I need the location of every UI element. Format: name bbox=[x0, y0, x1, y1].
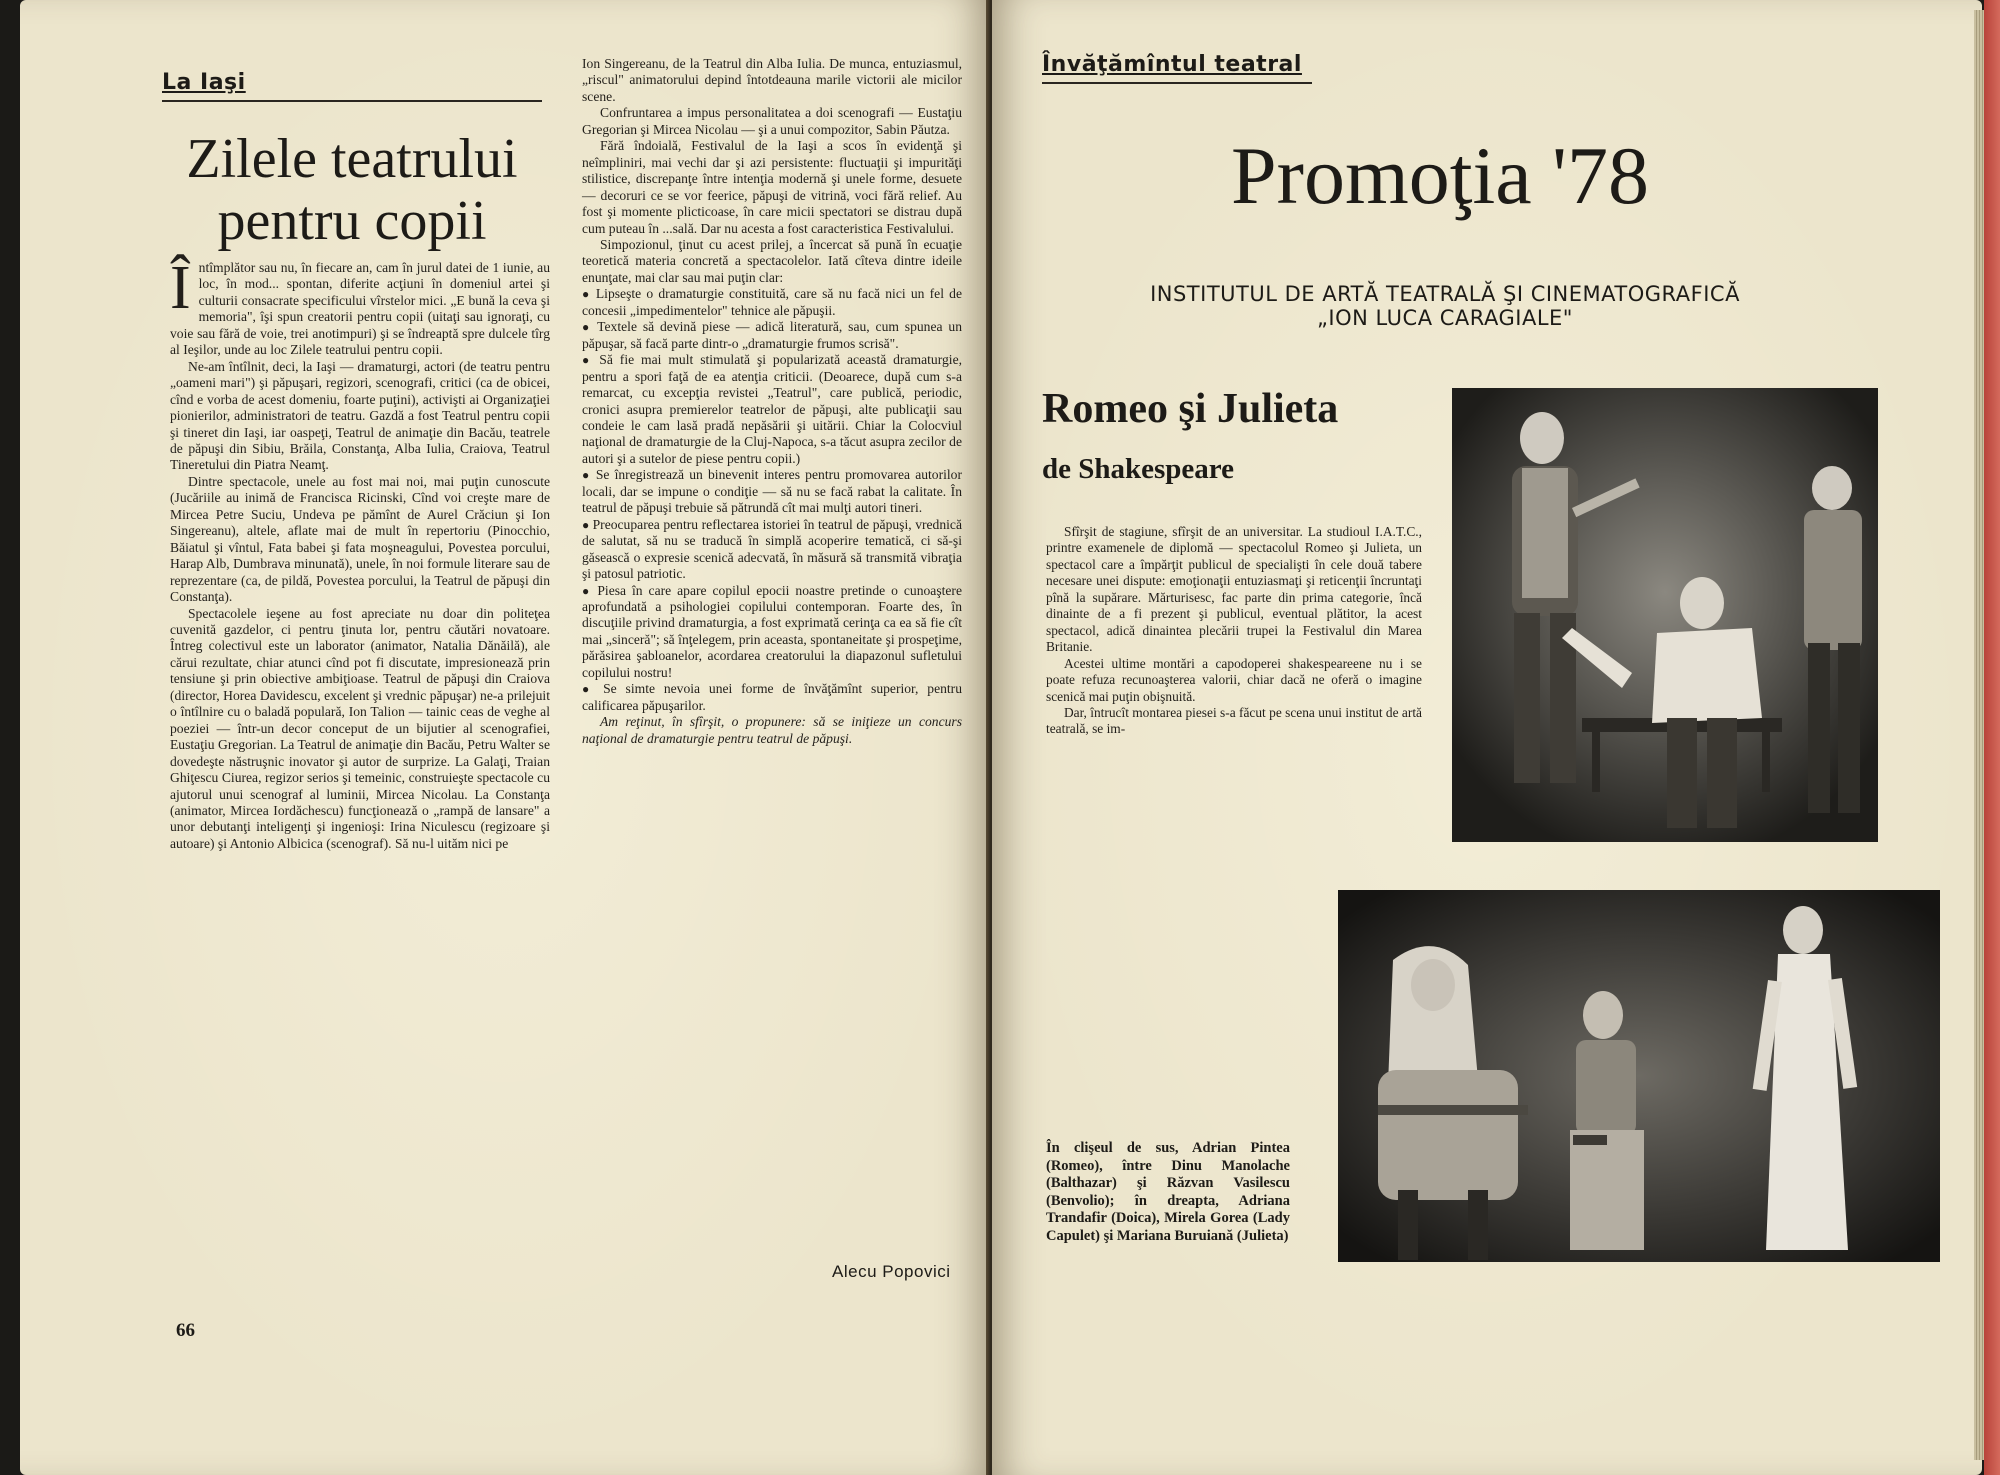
paragraph: Simpozionul, ţinut cu acest prilej, a încercat să pună în ecuaţie teoretică materia concretă a spectacolelor. Iată cîteva dintre ideile enunţate, mai clar sau mai puţin clar: bbox=[582, 236, 962, 285]
photo-julieta-scene bbox=[1338, 890, 1940, 1262]
article-title-line1: Zilele teatrului bbox=[186, 128, 518, 190]
bullet-item: ● Piesa în care apare copilul epocii noastre pretinde o cunoaştere aprofundată a psihologiei copilului contemporan. Foarte des, în discuţiile privind dramaturgia, a fost exprimată cerinţa ca ea să fie cît mai „sinceră"; să înţelegem, prin aceasta, spontaneitate şi prospeţime, părăsirea şabloanelor, acordarea creatorului la diapazonul sufletului copilului nostru! bbox=[582, 583, 962, 682]
header-rule-left bbox=[162, 100, 542, 102]
institute-name-2: „ION LUCA CARAGIALE" bbox=[1317, 306, 1573, 330]
paragraph: Ne-am întîlnit, deci, la Iaşi — dramaturgi, actori (de teatru pentru „oameni mari") şi păpuşari, regizori, scenografi, critici (ca de obicei, cînd e vorba de acest domeniu, foarte puţini), activişti ai Organizaţiei pionierilor, administratori de teatru. Gazdă a fost Teatrul pentru copii şi tineret din Iaşi, iar oaspeţi, Teatrul de animaţie din Bacău, teatrele de păpuşi din Sibiu, Brăila, Constanţa, Alba Iulia, Craiova, Teatrul Tineretului din Piatra Neamţ. bbox=[170, 358, 550, 473]
paragraph: Dar, întrucît montarea piesei s-a făcut pe scena unui institut de artă teatrală, se im- bbox=[1046, 704, 1422, 737]
bullet-item: ● Să fie mai mult stimulată şi popularizată această dramaturgie, pentru a spori faţă de ea atenţia criticii. (Deoarece, după cum s-a remarcat, cu excepţia revistei „Teatrul", care publică, periodic, cronici asupra premierelor teatrelor de păpuşi, alte publicaţii sau condeie le cam lasă pradă nepăsării şi uitării. Chiar la Colocviul naţional de dramaturgie de la Cluj-Napoca, s-a tăcut asupra zecilor de autori şi a sutelor de piese pentru copii.) bbox=[582, 352, 962, 467]
photo-romeo-scene bbox=[1452, 388, 1878, 842]
paragraph: Dintre spectacole, unele au fost mai noi, mai puţin cunoscute (Jucăriile au inimă de Francisca Ricinski, Cînd voi creşte mare de Mircea Petre Suciu, Undeva pe pămînt de Aurel Crăciun şi Ion Singereanu), altele, aflate mai de mult în repertoriu (Pinocchio, Băiatul şi vîntul, Fata babei şi fata moşneagului, Povestea porcului, Harap Alb, Dumbrava minunată), unele, în noi formule literare sau de reprezentare (ca, de pildă, Povestea porcului, la Teatrul de păpuşi din Constanţa). bbox=[170, 473, 550, 605]
section-label-left: La Iaşi bbox=[162, 70, 246, 95]
bullet-item: ● Preocuparea pentru reflectarea istoriei în teatrul de păpuşi, vrednică de salutat, să nu se traducă în simplă acoperire tematică, ci să-şi găsească o expresie scenică adecvată, în măsură să transmită vibraţia şi patosul patriotic. bbox=[582, 517, 962, 583]
lead-paragraph: Întîmplător sau nu, în fiecare an, cam în jurul datei de 1 iunie, au loc, în mod... spontan, diferite acţiuni în domeniul artei şi culturii consacrate specificului vîrstelor mici. „E bună la ceva şi memoria", îşi spun creatorii pentru copii (uitaţi sau ignoraţi, cu voie sau fără de voie, trei anotimpuri) şi se îndreaptă spre dulcele tîrg al Ieşilor, unde au loc Zilele teatrului pentru copii. bbox=[170, 254, 550, 358]
header-rule-right bbox=[1042, 82, 1312, 84]
bullet-item: ● Lipseşte o dramaturgie constituită, care să nu facă nici un fel de concesii „impedimentelor" tehnice ale păpuşii. bbox=[582, 286, 962, 319]
bullet-item: ● Se înregistrează un binevenit interes pentru promovarea autorilor locali, dar se impune o condiţie — să nu se facă rabat la calitate. În teatrul de păpuşi trebuie să pătrundă cît mai mulţi autori tineri. bbox=[582, 467, 962, 516]
cover-edge bbox=[1984, 0, 2000, 1475]
bullet-item: ● Textele să devină piese — adică literatură, sau, cum spunea un păpuşar, să facă parte dintr-o „dramaturgie frumos scrisă". bbox=[582, 319, 962, 352]
article-title-line2: pentru copii bbox=[217, 190, 487, 252]
paragraph: Spectacolele ieşene au fost apreciate nu doar din politeţea cuvenită gazdelor, ci pentru ţinuta lor, pentru căutări novatoare. Întreg colectivul este un laborator (animator, Natalia Dănăilă), ale cărui rezultate, chiar atunci cînd pot fi discutate, impresionează prin tensiune şi prin obiective ambiţioase. Teatrul de păpuşi din Craiova (director, Horea Davidescu, excelent şi vrednic păpuşar) ne-a prilejuit o întîlnire cu o baladă populară, Ion Talion — tainic ceas de veghe al poeziei — într-un decor conceput de un bijutier al scenografiei, Eustaţiu Gregorian. La Teatrul de animaţie din Bacău, Petru Walter se dovedeşte năstruşnic inovator şi autor de surprize. La Galaţi, Traian Ghiţescu Ciurea, regizor serios şi temeinic, construieşte spectacole cu ajutorul unui scenograf al luminii, Mircea Nicolau. La Constanţa (animator, Mircea Iordăchescu) funcţionează o „rampă de lansare" a unor debutanţi inteligenţi şi ingenioşi: Irina Niculescu (regizoare şi autoare) şi Antonio Albicica (scenograf). Să nu-l uităm nici pe bbox=[170, 605, 550, 851]
institute-name: INSTITUTUL DE ARTĂ TEATRALĂ ŞI CINEMATOGRAFICĂ bbox=[1150, 282, 1740, 306]
feature-title: Promoţia '78 bbox=[1231, 130, 1649, 221]
play-author: de Shakespeare bbox=[1042, 453, 1235, 485]
paragraph: Am reţinut, în sfîrşit, o propunere: să se iniţieze un concurs naţional de dramaturgie pentru teatrul de păpuşi. bbox=[582, 714, 962, 746]
photo-caption: În clişeul de sus, Adrian Pintea (Romeo), între Dinu Manolache (Balthazar) şi Răzvan Vasilescu (Benvolio); în dreapta, Adriana Trandafir (Doica), Mirela Gorea (Lady Capulet) şi Mariana Buruiană (Julieta) bbox=[1046, 1140, 1290, 1244]
paragraph: Confruntarea a impus personalitatea a doi scenografi — Eustaţiu Gregorian şi Mircea Nicolau — şi a unui compozitor, Sabin Păutza. bbox=[582, 105, 962, 137]
photo-romeo-scene-image bbox=[1452, 388, 1878, 842]
paragraph: Fără îndoială, Festivalul de la Iaşi a scos în evidenţă şi neîmpliniri, mai vechi dar şi azi persistente: fluctuaţii şi impurităţi stilistice, discrepanţe între intenţia modernă şi unele forme, desuete — decoruri ce se vor feerice, păpuşi de vitrină, voci fără relief. Au fost şi momente plicticoase, în care micii spectatori se distrau după cum puteau în ...sală. Dar nu acesta a fost caracteristica Festivalului. bbox=[582, 138, 962, 236]
dropcap: Î bbox=[170, 254, 191, 322]
bullet-item: ● Se simte nevoia unei forme de învăţămînt superior, pentru calificarea păpuşarilor. bbox=[582, 681, 962, 714]
right-column bbox=[1046, 524, 1422, 738]
section-label-right: Învăţămîntul teatral bbox=[1042, 52, 1302, 77]
left-column-2 bbox=[582, 56, 962, 747]
paragraph: Ion Singereanu, de la Teatrul din Alba Iulia. De munca, entuziasmul, „riscul" animatorului depind întotdeauna marile victorii ale micilor scene. bbox=[582, 56, 962, 104]
article-title bbox=[162, 128, 542, 252]
play-title: Romeo şi Julieta bbox=[1042, 386, 1339, 432]
paragraph: Sfîrşit de stagiune, sfîrşit de an universitar. La studioul I.A.T.C., printre examenele de diplomă — spectacolul Romeo şi Julieta, un spectacol care a împărţit publicul de specialişti în cele două tabere necesare unei dispute: emoţionaţii entuziasmaţi şi reticenţii încruntaţi pînă la supărare. Mărturisesc, fac parte din prima categorie, încă dinainte de a fi prezent şi publicul, eventual plătitor, la acest spectacol, adică dinaintea plecării trupei la Festivalul din Marea Britanie. bbox=[1046, 524, 1422, 655]
left-column-1 bbox=[170, 254, 550, 852]
photo-julieta-scene-image bbox=[1338, 890, 1940, 1262]
author-signature: Alecu Popovici bbox=[832, 1262, 951, 1281]
paragraph: Acestei ultime montări a capodoperei shakespeareene nu i se poate refuza recunoaşterea valorii, chiar dacă ne oferă o imagine scenică mai puţin obişnuită. bbox=[1046, 655, 1422, 704]
page-number: 66 bbox=[176, 1320, 195, 1341]
